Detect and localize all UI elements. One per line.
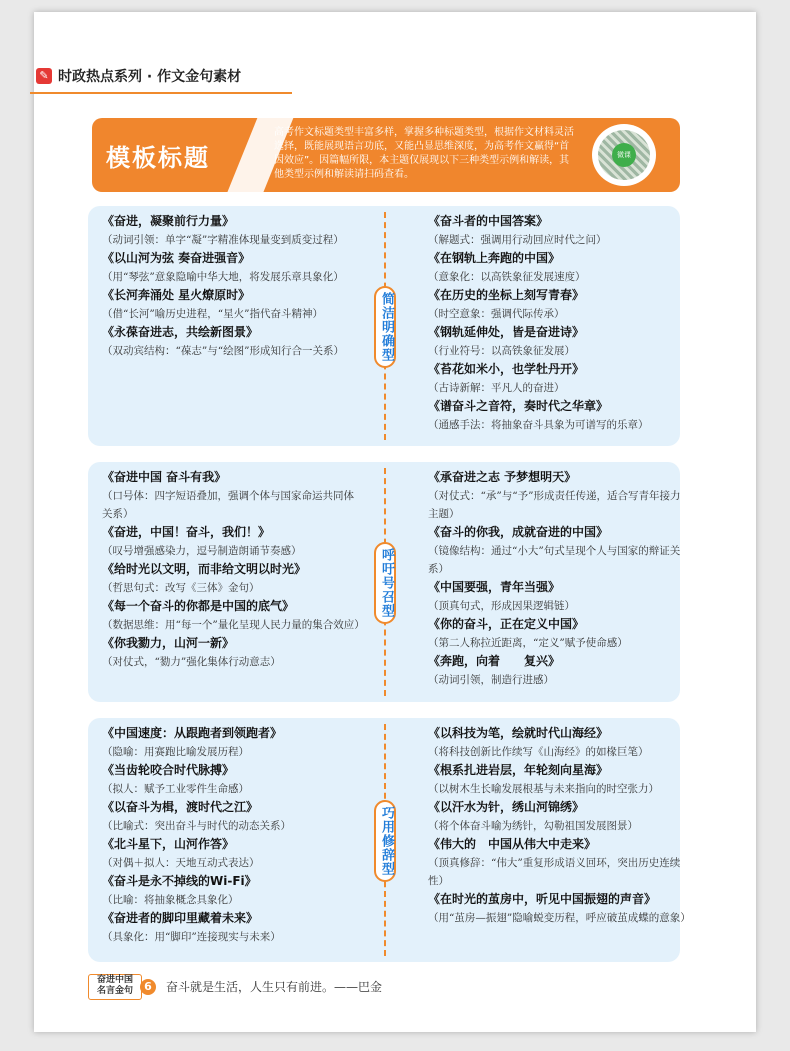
entry-title: 《当齿轮咬合时代脉搏》 <box>102 763 235 777</box>
list-item <box>102 909 364 946</box>
section-tag: 呼吁号召型 <box>374 542 396 624</box>
list-item <box>428 578 690 615</box>
list-item <box>428 798 690 835</box>
entry-title: 《苔花如米小，也学牡丹开》 <box>428 362 585 376</box>
section-left-column <box>102 724 364 946</box>
footer-badge <box>88 974 142 1000</box>
entry-title: 《在钢轨上奔跑的中国》 <box>428 251 561 265</box>
header-title: 时政热点系列 · 作文金句素材 <box>58 69 242 85</box>
entry-note: （比喻：将抽象概念具象化） <box>102 894 239 906</box>
section-divider <box>374 718 396 962</box>
list-item <box>428 323 690 360</box>
entry-title: 《在时光的茧房中，听见中国振翅的声音》 <box>428 892 657 906</box>
entry-note: （对仗式：“承”与“予”形成责任传递，适合写青年接力主题） <box>428 490 681 520</box>
entry-title: 《长河奔涌处 星火燎原时》 <box>102 288 251 302</box>
list-item <box>102 597 364 634</box>
entry-title: 《奋进中国 奋斗有我》 <box>102 470 227 484</box>
entry-note: （比喻式：突出奋斗与时代的动态关系） <box>102 820 291 832</box>
qr-label: 微课 <box>612 143 636 167</box>
entry-note: （具象化：用“脚印”连接现实与未来） <box>102 931 281 943</box>
list-item <box>428 286 690 323</box>
entry-note: （时空意象：强调代际传承） <box>428 308 565 320</box>
section-divider <box>374 462 396 702</box>
list-item <box>102 835 364 872</box>
entry-note: （对偶＋拟人：天地互动式表达） <box>102 857 260 869</box>
entry-title: 《以山河为弦 奏奋进强音》 <box>102 251 251 265</box>
entry-title: 《谱奋斗之音符，奏时代之华章》 <box>428 399 609 413</box>
list-item <box>102 761 364 798</box>
entry-note: （古诗新解：平凡人的奋进） <box>428 382 565 394</box>
entry-note: （以树木生长喻发展根基与未来指向的时空张力） <box>428 783 659 795</box>
list-item <box>428 468 690 523</box>
page-header <box>30 60 292 94</box>
list-item <box>102 872 364 909</box>
page-number: 6 <box>140 979 156 995</box>
list-item <box>428 835 690 890</box>
entry-title: 《奋斗的你我，成就奋进的中国》 <box>428 525 609 539</box>
entry-note: （通感手法：将抽象奋斗具象为可谱写的乐章） <box>428 419 649 431</box>
entry-title: 《奋斗是永不掉线的Wi-Fi》 <box>102 874 257 888</box>
section-left-column <box>102 468 364 671</box>
entry-title: 《奋斗者的中国答案》 <box>428 214 549 228</box>
list-item <box>428 397 690 434</box>
entry-note: （哲思句式：改写《三体》金句） <box>102 582 260 594</box>
section-right-column <box>428 212 690 434</box>
qr-code[interactable] <box>592 124 656 186</box>
entry-note: （动词引领，制造行进感） <box>428 674 554 686</box>
entry-title: 《钢轨延伸处，皆是奋进诗》 <box>428 325 585 339</box>
list-item <box>102 286 364 323</box>
entry-title: 《根系扎进岩层，年轮刻向星海》 <box>428 763 609 777</box>
section-right-column <box>428 468 690 689</box>
list-item <box>428 360 690 397</box>
entry-note: （顶真修辞：“伟大”重复形成语义回环，突出历史连续性） <box>428 857 681 887</box>
entry-title: 《以奋斗为楫，渡时代之江》 <box>102 800 259 814</box>
entry-note: （行业符号：以高铁象征发展） <box>428 345 575 357</box>
entry-title: 《在历史的坐标上刻写青春》 <box>428 288 585 302</box>
section-tag: 简洁明确型 <box>374 286 396 368</box>
list-item <box>428 523 690 578</box>
list-item <box>428 615 690 652</box>
entry-note: （意象化：以高铁象征发展速度） <box>428 271 586 283</box>
entry-note: （对仗式，“勠力”强化集体行动意志） <box>102 656 281 668</box>
list-item <box>102 323 364 360</box>
section-tag: 巧用修辞型 <box>374 800 396 882</box>
entry-note: （动词引领：单字“凝”字精准体现量变到质变过程） <box>102 234 344 246</box>
entry-note: （数据思维：用“每一个”量化呈现人民力量的集合效应） <box>102 619 365 631</box>
entry-title: 《承奋进之志 予梦想明天》 <box>428 470 577 484</box>
entry-title: 《永葆奋进志，共绘新图景》 <box>102 325 259 339</box>
list-item <box>428 249 690 286</box>
entry-note: （双动宾结构：“葆志”与“绘图”形成知行合一关系） <box>102 345 344 357</box>
entry-note: （解题式：强调用行动回应时代之问） <box>428 234 607 246</box>
entry-title: 《奔跑，向着 复兴》 <box>428 654 561 668</box>
entry-title: 《北斗星下，山河作答》 <box>102 837 235 851</box>
entry-note: （用“琴弦”意象隐喻中华大地，将发展乐章具象化） <box>102 271 344 283</box>
entry-note: （叹号增强感染力，逗号制造朗诵节奏感） <box>102 545 302 557</box>
entry-note: （镜像结构：通过“小大”句式呈现个人与国家的辩证关系） <box>428 545 681 575</box>
list-item <box>428 761 690 798</box>
entry-note: （顶真句式，形成因果逻辑链） <box>428 600 575 612</box>
entry-title: 《伟大的 中国从伟大中走来》 <box>428 837 597 851</box>
footer-badge-line1: 奋进中国 <box>96 975 133 985</box>
list-item <box>102 468 364 523</box>
section-right-column <box>428 724 690 927</box>
entry-title: 《每一个奋斗的你都是中国的底气》 <box>102 599 295 613</box>
intro-banner <box>92 118 680 192</box>
entry-title: 《以汗水为针，绣山河锦绣》 <box>428 800 585 814</box>
entry-note: （第二人称拉近距离，“定义”赋予使命感） <box>428 637 628 649</box>
entry-note: （用“茧房—振翅”隐喻蜕变历程，呼应破茧成蝶的意象） <box>428 912 691 924</box>
section-panel <box>88 718 691 962</box>
list-item <box>428 724 690 761</box>
list-item <box>102 724 364 761</box>
entry-title: 《奋进，中国！奋斗，我们！》 <box>102 525 271 539</box>
list-item <box>102 249 364 286</box>
section-panel <box>88 462 680 702</box>
entry-title: 《奋进者的脚印里藏着未来》 <box>102 911 259 925</box>
entry-title: 《中国要强，青年当强》 <box>428 580 561 594</box>
entry-note: （将科技创新比作续写《山海经》的如椽巨笔） <box>428 746 649 758</box>
banner-title: 模板标题 <box>106 144 210 172</box>
footer-badge-line2: 名言金句 <box>96 986 133 996</box>
list-item <box>102 560 364 597</box>
list-item <box>102 523 364 560</box>
brand-logo-icon: ✎ <box>36 68 52 84</box>
entry-note: （口号体：四字短语叠加，强调个体与国家命运共同体关系） <box>102 490 354 520</box>
entry-title: 《给时光以文明，而非给文明以时光》 <box>102 562 307 576</box>
list-item <box>102 798 364 835</box>
section-divider <box>374 206 396 446</box>
section-panel <box>88 206 680 446</box>
entry-note: （借“长河”喻历史进程，“星火”指代奋斗精神） <box>102 308 323 320</box>
banner-text: 高考作文标题类型丰富多样，掌握多种标题类型，根据作文材料灵活选择，既能展现语言功底，又能凸显思维深度，为高考作文赢得“首因效应”。因篇幅所限，本主题仅展现以下三种类型示例和解读，其他类型示例和解读请扫码查看。 <box>274 127 574 180</box>
entry-note: （拟人：赋予工业零件生命感） <box>102 783 249 795</box>
footer-quote: 奋斗就是生活，人生只有前进。——巴金 <box>166 980 383 994</box>
entry-title: 《奋进，凝聚前行力量》 <box>102 214 235 228</box>
entry-note: （将个体奋斗喻为绣针，勾勒祖国发展图景） <box>428 820 638 832</box>
list-item <box>102 212 364 249</box>
entry-title: 《中国速度：从跟跑者到领跑者》 <box>102 726 283 740</box>
list-item <box>102 634 364 671</box>
list-item <box>428 212 690 249</box>
entry-title: 《你的奋斗，正在定义中国》 <box>428 617 585 631</box>
list-item <box>428 890 690 927</box>
entry-title: 《以科技为笔，绘就时代山海经》 <box>428 726 609 740</box>
section-left-column <box>102 212 364 360</box>
list-item <box>428 652 690 689</box>
entry-note: （隐喻：用赛跑比喻发展历程） <box>102 746 249 758</box>
entry-title: 《你我勠力，山河一新》 <box>102 636 235 650</box>
